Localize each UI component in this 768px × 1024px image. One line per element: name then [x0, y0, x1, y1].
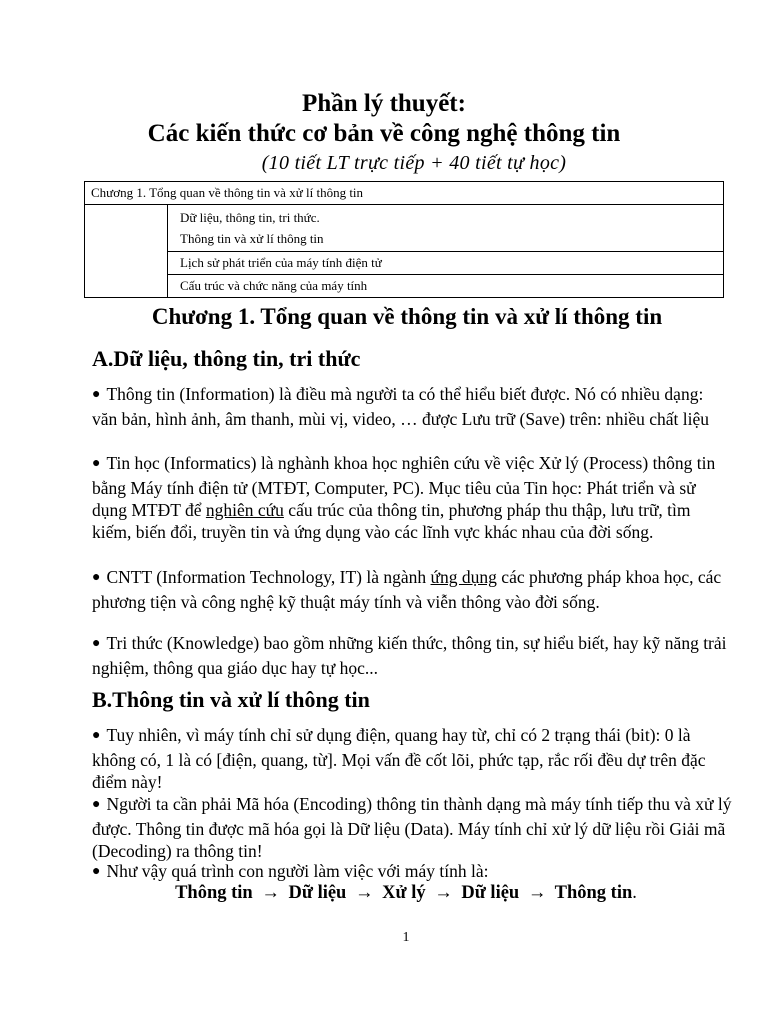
page-title: Phần lý thuyết:: [302, 90, 466, 117]
flow-end: .: [632, 883, 637, 903]
paragraph-text: Thông tin (Information) là điều mà người ta có thể hiểu biết được. Nó có nhiều dạng: văn bản, hình ảnh, âm thanh, mùi vị, video, … được Lưu trữ (Save) trên: nhiều chất liệu: [92, 384, 710, 429]
hours-note: (10 tiết LT trực tiếp + 40 tiết tự học): [261, 152, 567, 174]
paragraph-text: cấu trúc của thông tin, phương pháp thu thập, lưu trữ, tìm kiếm, biến đổi, truyền tin và ứng dụng vào các lĩnh vực khác nhau của đời sống.: [92, 500, 691, 542]
toc-item-4: Cấu trúc và chức năng của máy tính: [168, 275, 724, 298]
bullet-icon: ●: [92, 387, 101, 402]
paragraph-encoding: [92, 793, 732, 862]
toc-item-1: Dữ liệu, thông tin, tri thức.: [180, 210, 320, 225]
toc-chapter: Chương 1. Tổng quan về thông tin và xử lí thông tin: [85, 182, 724, 205]
paragraph-text: Tin học (Informatics) là nghành khoa học nghiên cứu về việc Xử lý (Process) thông tin bằng Máy tính điện tử (MTĐT, Computer, PC). Mục tiêu của Tin học: Phát triển và sử dụng MTĐT để: [92, 453, 716, 520]
paragraph-text: Tuy nhiên, vì máy tính chỉ sử dụng điện, quang hay từ, chỉ có 2 trạng thái (bit): 0 là không có, 1 là có [điện, quang, từ]. Mọi vấn đề cốt lõi, phức tạp, rắc rối đều dự trên đặc điểm này!: [92, 725, 706, 792]
toc-indent-cell: [85, 205, 168, 298]
section-a-heading: A.Dữ liệu, thông tin, tri thức: [92, 346, 361, 371]
paragraph-it: [92, 566, 732, 613]
contents-table: [84, 181, 724, 298]
paragraph-knowledge: [92, 632, 732, 679]
chapter-heading: Chương 1. Tổng quan về thông tin và xử lí thông tin: [151, 304, 663, 329]
bullet-icon: ●: [92, 456, 101, 471]
table-row: [85, 205, 724, 252]
page-number: 1: [402, 930, 410, 945]
flow-step: Xử lý: [382, 883, 426, 903]
paragraph-text: CNTT (Information Technology, IT) là ngành: [106, 567, 431, 587]
arrow-right-icon: →: [261, 883, 280, 903]
toc-item-3: Lịch sử phát triển của máy tính điện tử: [168, 252, 724, 275]
paragraph-text: các phương pháp khoa học, các phương tiện và công nghệ kỹ thuật máy tính và viễn thông vào đời sống.: [92, 567, 722, 612]
paragraph-binary-states: [92, 724, 732, 793]
bullet-icon: ●: [92, 636, 101, 651]
bullet-icon: ●: [92, 864, 101, 879]
table-row: [85, 275, 724, 298]
paragraph-process-intro: [92, 860, 732, 885]
paragraph-informatics: [92, 452, 732, 543]
bullet-icon: ●: [92, 728, 101, 743]
table-row: [85, 182, 724, 205]
section-b-heading: B.Thông tin và xử lí thông tin: [92, 687, 370, 712]
flow-step: Dữ liệu: [288, 883, 347, 903]
toc-item-2: Thông tin và xử lí thông tin: [180, 231, 324, 246]
paragraph-text: Như vậy quá trình con người làm việc với máy tính là:: [106, 861, 489, 881]
paragraph-text: Tri thức (Knowledge) bao gồm những kiến thức, thông tin, sự hiểu biết, hay kỹ năng trải nghiệm, thông qua giáo dục hay tự học...: [92, 633, 727, 678]
bullet-icon: ●: [92, 797, 101, 812]
arrow-right-icon: →: [354, 883, 374, 903]
flow-step: Thông tin: [554, 883, 633, 903]
arrow-right-icon: →: [527, 883, 547, 903]
paragraph-text: Người ta cần phải Mã hóa (Encoding) thông tin thành dạng mà máy tính tiếp thu và xử lý được. Thông tin được mã hóa gọi là Dữ liệu (Data). Máy tính chỉ xử lý dữ liệu rồi Giải mã (Decoding) ra thông tin!: [92, 794, 732, 861]
toc-item: [168, 205, 724, 252]
paragraph-information: [92, 383, 732, 430]
table-row: [85, 252, 724, 275]
bullet-icon: ●: [92, 570, 101, 585]
page-subtitle-heading: Các kiến thức cơ bản về công nghệ thông tin: [147, 120, 621, 147]
underlined-text: ứng dụng: [430, 567, 497, 587]
flow-step: Dữ liệu: [461, 883, 520, 903]
underlined-text: nghiên cứu: [205, 500, 284, 520]
flow-step: Thông tin: [175, 883, 253, 903]
arrow-right-icon: →: [434, 883, 453, 903]
process-flow: [0, 883, 768, 904]
